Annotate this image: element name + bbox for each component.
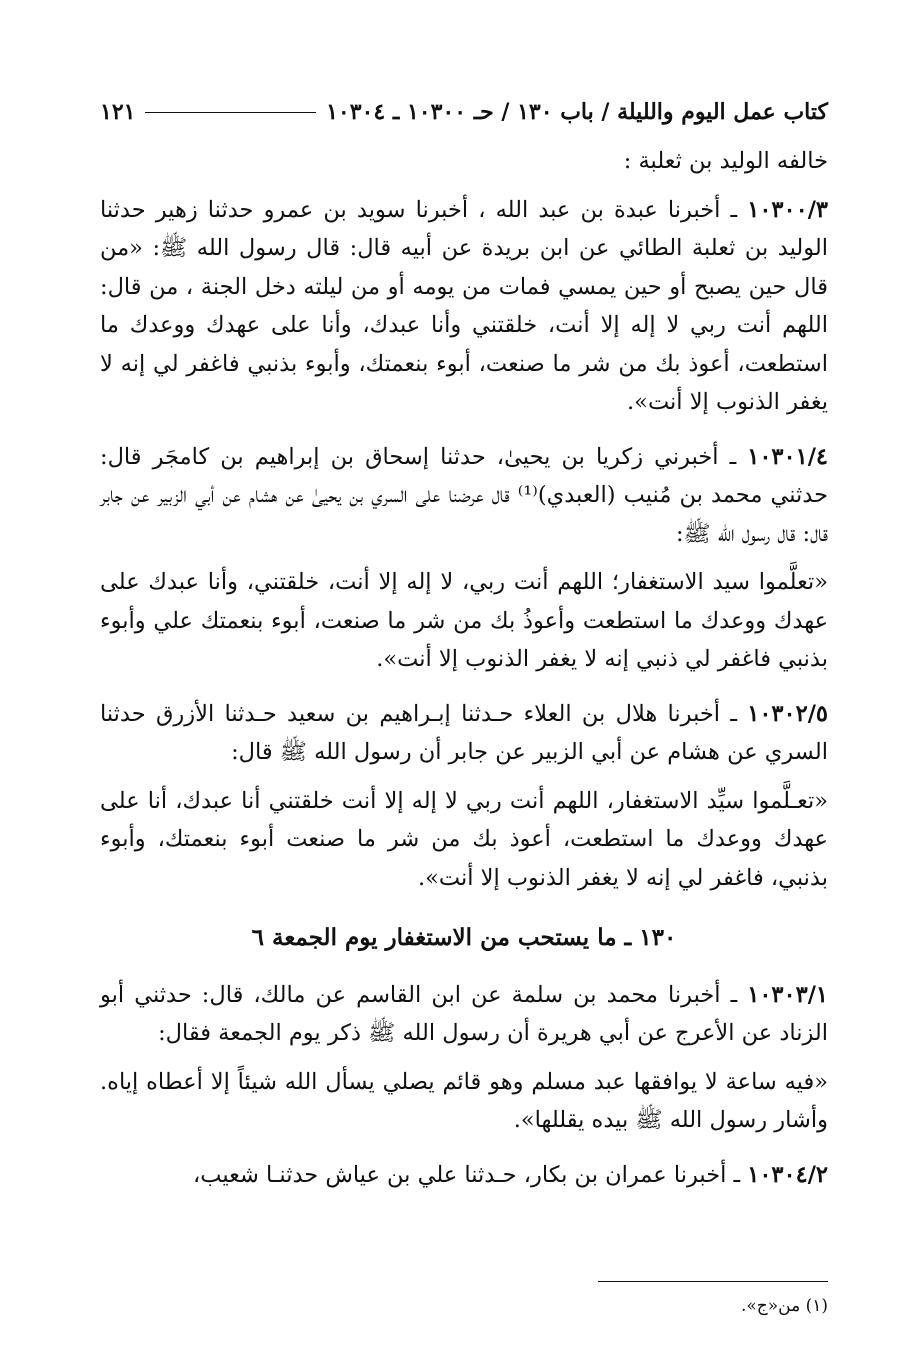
hadith-number: ١٠٣٠٤/٢: [747, 1161, 828, 1188]
hadith-text: ـ أخبرنا محمد بن سلمة عن ابن القاسم عن مالك، قال: حدثني أبو الزناد عن الأعرج عن أبي هريرة أن رسول الله ﷺ ذكر يوم الجمعة فقال:: [100, 981, 828, 1046]
paragraph-intro: [100, 142, 828, 181]
hadith-10304: [100, 1156, 828, 1195]
hadith-text: ـ أخبرني زكريا بن يحيىٰ، حدثنا إسحاق بن إبراهيم بن كامجَر قال: حدثني محمد بن مُنيب (العبدي)⁽¹⁾ قال عرضنا على السري بن يحيىٰ عن هشام عن أبي الزبير عن جابر قال: قال رسول الله ﷺ:: [100, 443, 828, 547]
hadith-number: ١٠٣٠٠/٣: [747, 196, 828, 223]
footnote: (١) من«ج».: [740, 1296, 828, 1316]
hadith-text: ـ أخبرنا هلال بن العلاء حـدثنا إبـراهيم بن سعيد حـدثنا الأزرق حدثنا السري عن هشام عن أبي الزبير عن جابر أن رسول الله ﷺ قال:: [100, 700, 828, 765]
page-number: ١٢١: [100, 99, 136, 125]
hadith-10302-quote: [100, 782, 828, 898]
hadith-10302: [100, 695, 828, 772]
paragraph-text: خالفه الوليد بن ثعلبة :: [623, 148, 828, 174]
hadith-text: «فيه ساعة لا يوافقها عبد مسلم وهو قائم يصلي يسأل الله شيئاً إلا أعطاه إياه. وأشار رسول الله ﷺ بيده يقللها».: [100, 1068, 828, 1133]
hadith-text: ـ أخبرنا عبدة بن عبد الله ، أخبرنا سويد بن عمرو حدثنا زهير حدثنا الوليد بن ثعلبة الطائي عن ابن بريدة عن أبيه قال: قال رسول الله ﷺ: «من قال حين يصبح أو حين يمسي فمات من يومه أو من ليلته دخل الجنة ، من قال: اللهم أنت ربي لا إله إلا أنت، خلقتني وأنا عبدك، وأنا على عهدك ووعدك ما استطعت، أعوذ بك من شر ما صنعت، أبوء بنعمتك، وأبوء بذنبي فاغفر لي إنه لا يغفر الذنوب إلا أنت».: [100, 196, 828, 415]
hadith-text: ـ أخبرنا عمران بن بكار، حـدثنا علي بن عياش حدثنـا شعيب،: [192, 1161, 748, 1188]
hadith-text: «تعـلَّموا سيِّد الاستغفار، اللهم أنت ربي لا إله إلا أنت خلقتني أنا عبدك، أنا على عهدك ووعدك ما استطعت، أعوذ بك من شر ما صنعت أبوء بنعمتك، وأبوء بذنبي، فاغفر لي إنه لا يغفر الذنوب إلا أنت».: [100, 787, 828, 891]
hadith-text: «تعلَّموا سيد الاستغفار؛ اللهم أنت ربي، لا إله إلا أنت، خلقتني، وأنا عبدك على عهدك ووعدك ما استطعت وأعوذُ بك من شر ما صنعت، أبوء بنعمتك علي وأبوء بذنبي فاغفر لي ذنبي إنه لا يغفر الذنوب إلا أنت».: [100, 569, 828, 672]
hadith-number: ١٠٣٠٢/٥: [747, 700, 828, 727]
main-text: [100, 142, 828, 1210]
chapter-heading: ١٣٠ ـ ما يستحب من الاستغفار يوم الجمعة ٦: [251, 924, 677, 951]
header-title: كتاب عمل اليوم والليلة / باب ١٣٠ / حـ ١٠٣٠٠ ـ ١٠٣٠٤: [326, 99, 828, 125]
footnote-rule: [598, 1281, 828, 1282]
hadith-10303: [100, 976, 828, 1053]
header-rule: [145, 112, 316, 113]
hadith-number: ١٠٣٠١/٤: [747, 443, 828, 470]
hadith-10301-quote: [100, 563, 828, 679]
hadith-10303-quote: [100, 1063, 828, 1140]
hadith-10300: [100, 191, 828, 422]
hadith-number: ١٠٣٠٣/١: [747, 981, 828, 1008]
hadith-10301: [100, 438, 828, 554]
running-header: [100, 92, 828, 132]
